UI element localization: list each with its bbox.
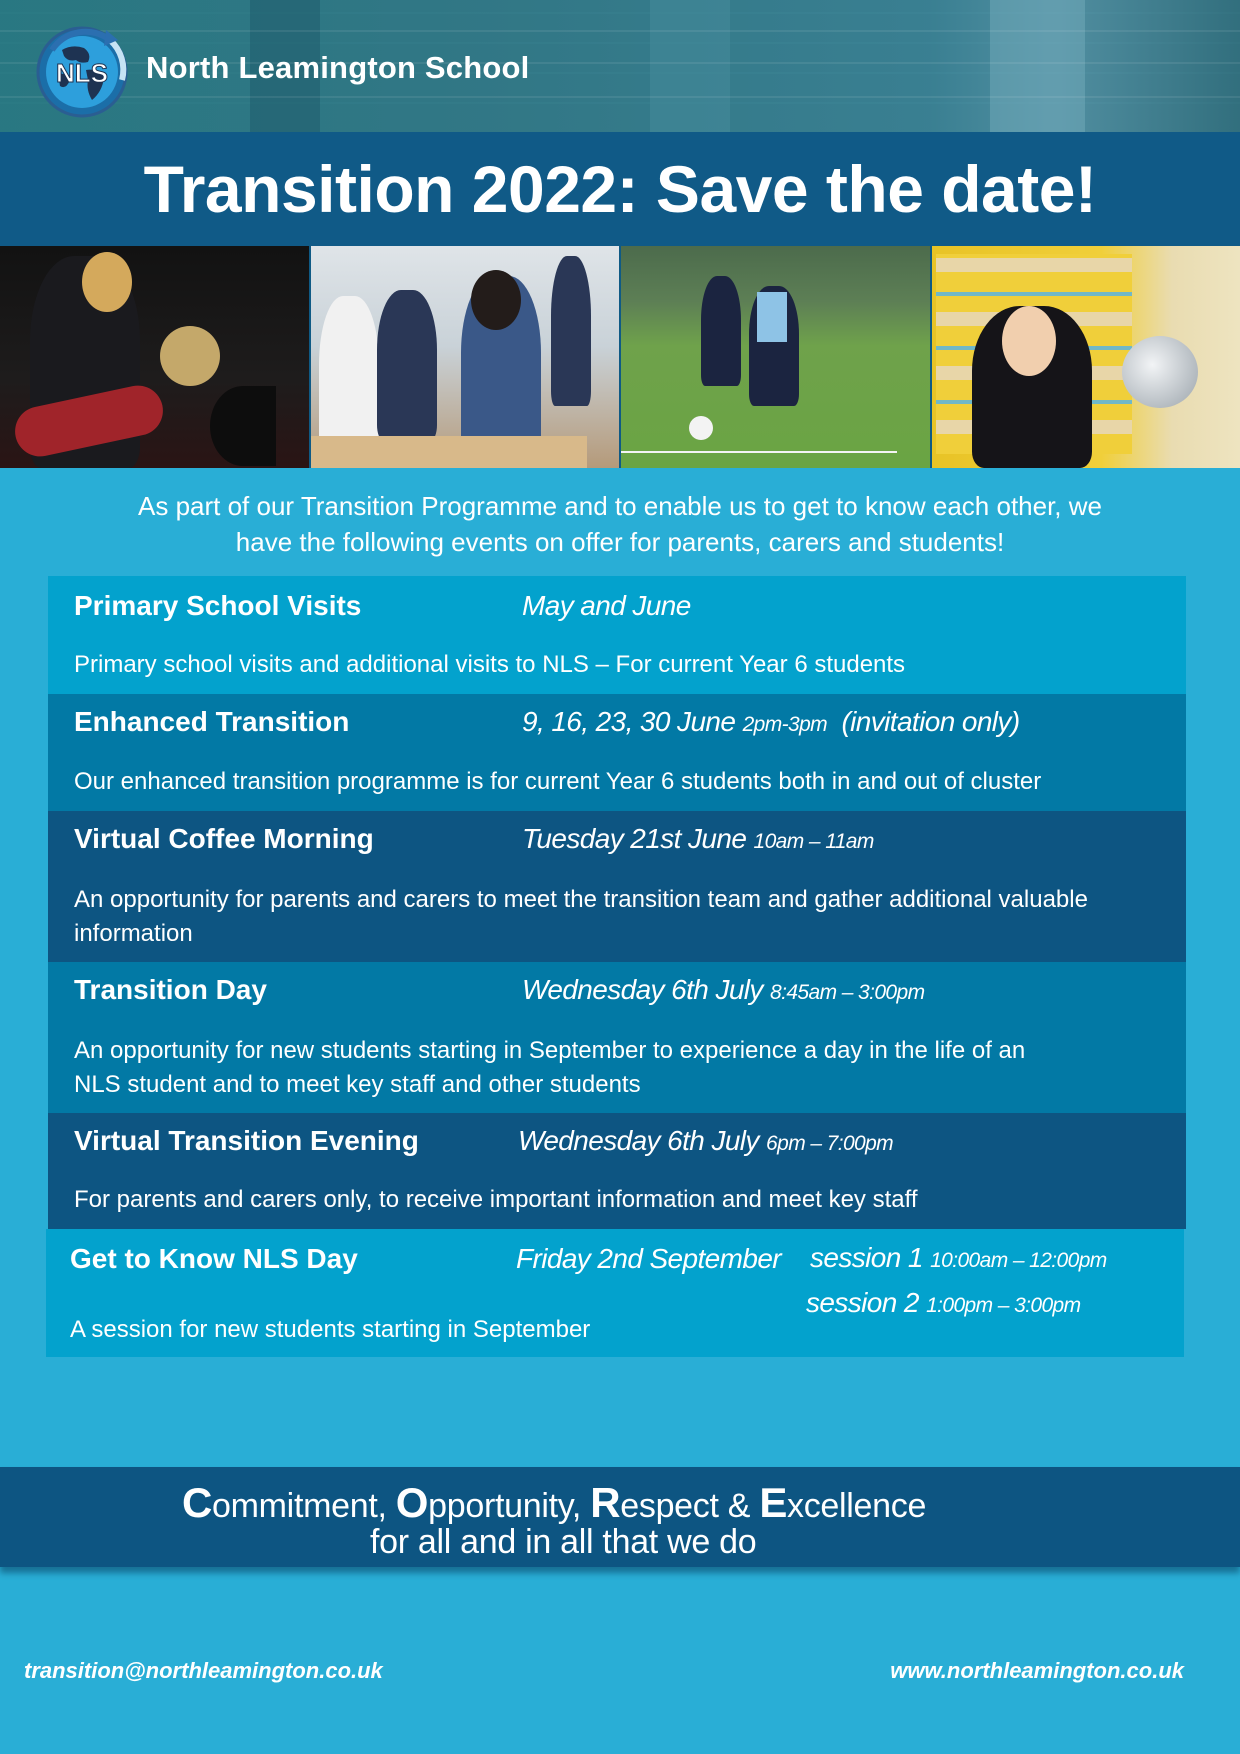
event-description: Primary school visits and additional visits to NLS – For current Year 6 students — [74, 651, 906, 678]
event-title: Virtual Coffee Morning — [74, 823, 374, 854]
event-title: Virtual Transition Evening — [74, 1125, 419, 1156]
event-description: A session for new students starting in September — [70, 1316, 591, 1343]
photo-science — [932, 246, 1240, 468]
events-list — [48, 576, 1186, 1357]
event-description: An opportunity for parents and carers to meet the transition team and gather additional valuable information — [74, 886, 1088, 947]
session-1: session 1 10:00am – 12:00pm — [810, 1242, 1107, 1273]
event-description: Our enhanced transition programme is for current Year 6 students both in and out of cluster — [74, 768, 1042, 795]
title-band — [0, 132, 1240, 246]
motto-values: Commitment, Opportunity, Respect & Excellence — [182, 1479, 927, 1526]
contact-email-link[interactable]: transition@northleamington.co.uk — [24, 1658, 383, 1683]
school-name: North Leamington School — [146, 50, 530, 85]
event-virtual-transition-evening — [48, 1113, 1186, 1229]
event-enhanced-transition — [48, 694, 1186, 811]
building-pillar — [990, 0, 1085, 132]
event-description: For parents and carers only, to receive important information and meet key staff — [74, 1186, 918, 1213]
event-title: Get to Know NLS Day — [70, 1243, 358, 1274]
event-date: 9, 16, 23, 30 June 2pm-3pm (invitation only) — [522, 706, 1020, 737]
event-transition-day — [48, 962, 1186, 1113]
session-2: session 2 1:00pm – 3:00pm — [806, 1287, 1081, 1318]
motto-band — [0, 1467, 1240, 1567]
motto-tagline: for all and in all that we do — [370, 1523, 757, 1561]
header-photo-band — [0, 0, 1240, 132]
website-link[interactable]: www.northleamington.co.uk — [890, 1658, 1184, 1683]
event-date: Wednesday 6th July 8:45am – 3:00pm — [522, 974, 925, 1005]
event-date: May and June — [522, 590, 691, 621]
event-date: Friday 2nd September — [516, 1243, 782, 1274]
event-date: Tuesday 21st June 10am – 11am — [522, 823, 874, 854]
svg-text:NLS: NLS — [56, 58, 108, 88]
intro-text: As part of our Transition Programme and to enable us to get to know each other, we have the following events on offer for parents, carers and students! — [138, 491, 1102, 557]
photo-music — [0, 246, 309, 468]
photo-football — [621, 246, 930, 468]
event-title: Enhanced Transition — [74, 706, 350, 737]
event-description: An opportunity for new students starting in September to experience a day in the life of an NLS student and to meet key staff and other students — [74, 1037, 1026, 1098]
page-title: Transition 2022: Save the date! — [143, 152, 1097, 226]
event-title: Transition Day — [74, 974, 267, 1005]
event-primary-school-visits — [48, 576, 1186, 694]
building-pillar — [650, 0, 730, 132]
nls-globe-logo-icon — [32, 20, 132, 120]
event-date: Wednesday 6th July 6pm – 7:00pm — [518, 1125, 894, 1156]
event-get-to-know-nls-day — [46, 1229, 1184, 1357]
photo-design-technology — [311, 246, 620, 468]
event-title: Primary School Visits — [74, 590, 362, 621]
event-virtual-coffee-morning — [48, 811, 1186, 962]
photo-strip — [0, 246, 1240, 468]
